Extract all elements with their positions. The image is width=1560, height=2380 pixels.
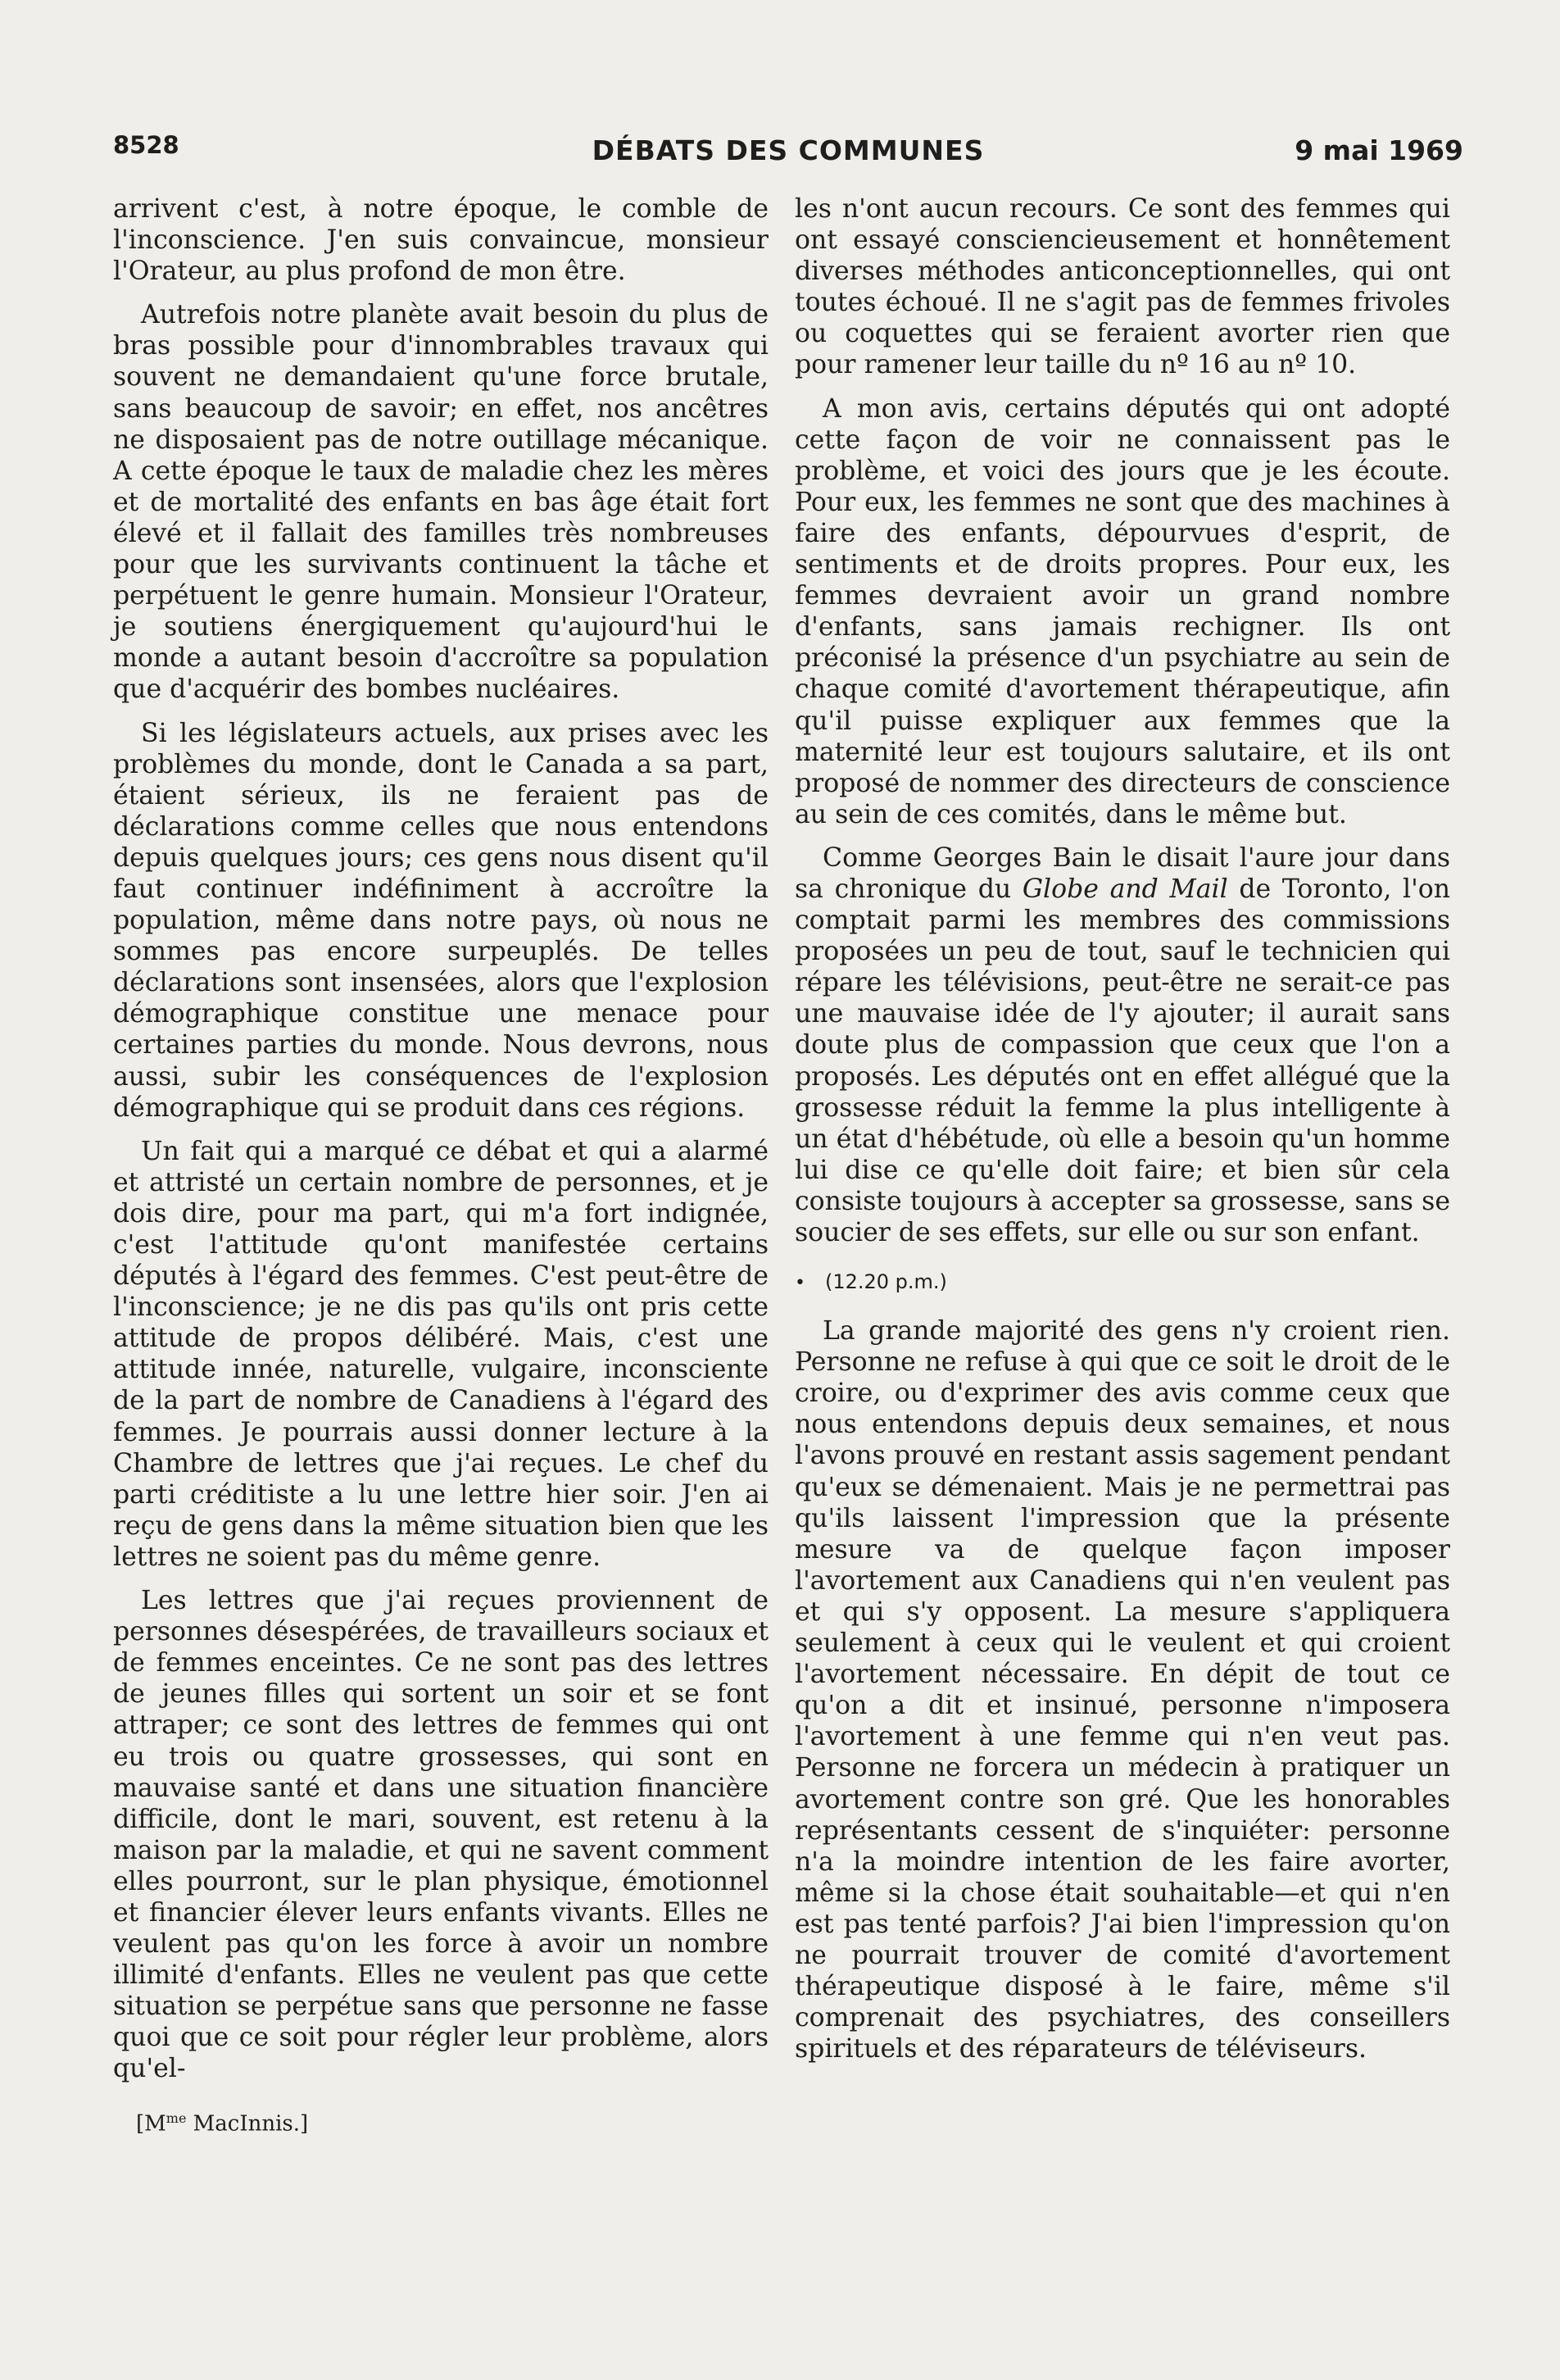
paragraph: Un fait qui a marqué ce débat et qui a alarmé et attristé un certain nombre de personnes, et je dois dire, pour ma part, qui m'a fort indignée, c'est l'attitude qu'ont manifestée certains députés à l'égard des femmes. C'est peut-être de l'inconscience; je ne dis pas qu'ils ont pris cette attitude de propos délibéré. Mais, c'est une attitude innée, naturelle, vulgaire, inconsciente de la part de nombre de Canadiens à l'égard des femmes. Je pourrais aussi donner lecture à la Chambre de lettres que j'ai reçues. Le chef du parti créditiste a lu une lettre hier soir. J'en ai reçu de gens dans la même situation bien que les lettres ne soient pas du même genre.: [113, 1136, 769, 1572]
speaker-prefix: [M: [136, 2111, 166, 2137]
paragraph: [795, 843, 1450, 1248]
page-number: 8528: [113, 131, 179, 159]
newspaper-name: Globe and Mail: [1022, 874, 1228, 904]
page-header: [113, 131, 1463, 172]
right-column: [795, 193, 1450, 2064]
paragraph: Autrefois notre planète avait besoin du plus de bras possible pour d'innombrables travaux qui souvent ne demandaient qu'une force brutale, sans beaucoup de savoir; en effet, nos ancêtres ne disposaient pas de notre outillage mécanique. A cette époque le taux de maladie chez les mères et de mortalité des enfants en bas âge était fort élevé et il fallait des familles très nombreuses pour que les survivants continuent la tâche et perpétuent le genre humain. Monsieur l'Orateur, je soutiens énergiquement qu'aujourd'hui le monde a autant besoin d'accroître sa population que d'acquérir des bombes nucléaires.: [113, 300, 769, 705]
speaker-title-superscript: me: [166, 2110, 187, 2126]
paragraph: arrivent c'est, à notre époque, le comble de l'inconscience. J'en suis convaincue, monsieur l'Orateur, au plus profond de mon être.: [113, 194, 769, 287]
speaker-name: MacInnis.]: [186, 2111, 309, 2137]
time-marker: [795, 1269, 1450, 1296]
paragraph: Les lettres que j'ai reçues proviennent de personnes désespérées, de travailleurs sociaux et de femmes enceintes. Ce ne sont pas des lettres de jeunes filles qui sortent un soir et se font attraper; ce sont des lettres de femmes qui ont eu trois ou quatre grossesses, qui sont en mauvaise santé et dans une situation financière difficile, dont le mari, souvent, est retenu à la maison par la maladie, et qui ne savent comment elles pourront, sur le plan physique, émotionnel et financier élever leurs enfants vivants. Elles ne veulent pas qu'on les force à avoir un nombre illimité d'enfants. Elles ne veulent pas que cette situation se perpétue sans que personne ne fasse quoi que ce soit pour régler leur problème, alors qu'el-: [113, 1586, 769, 2084]
left-column: [113, 193, 769, 2139]
publication-title: DÉBATS DES COMMUNES: [592, 134, 985, 166]
bullet-icon: •: [795, 1273, 805, 1294]
paragraph: La grande majorité des gens n'y croient rien. Personne ne refuse à qui que ce soit le droit de le croire, ou d'exprimer des avis comme ceux que nous entendons depuis deux semaines, et nous l'avons prouvé en restant assis sagement pendant qu'eux se démenaient. Mais je ne permettrai pas qu'ils laissent l'impression que la présente mesure va de quelque façon imposer l'avortement aux Canadiens qui n'en veulent pas et qui s'y opposent. La mesure s'appliquera seulement à ceux qui le veulent et qui croient l'avortement nécessaire. En dépit de tout ce qu'on a dit et insinué, personne n'imposera l'avortement à une femme qui n'en veut pas. Personne ne forcera un médecin à pratiquer un avortement contre son gré. Que les honorables représentants cessent de s'inquiéter: personne n'a la moindre intention de les faire avorter, même si la chose était souhaitable—et qui n'en est pas tenté parfois? J'ai bien l'impression qu'on ne pourrait trouver de comité d'avortement thérapeutique disposé à le faire, même s'il comprenait des psychiatres, des conseillers spirituels et des réparateurs de téléviseurs.: [795, 1316, 1450, 2064]
page-date: 9 mai 1969: [1295, 134, 1463, 166]
paragraph: les n'ont aucun recours. Ce sont des femmes qui ont essayé consciencieusement et honnêtement diverses méthodes anticonceptionnelles, qui ont toutes échoué. Il ne s'agit pas de femmes frivoles ou coquettes qui se feraient avorter rien que pour ramener leur taille du nº 16 au nº 10.: [795, 194, 1450, 380]
paragraph-text: Comme Georges Bain le disait l'aure jour dans sa chronique du: [795, 843, 1450, 904]
time-marker-text: (12.20 p.m.): [824, 1270, 947, 1294]
paragraph: Si les législateurs actuels, aux prises avec les problèmes du monde, dont le Canada a sa part, étaient sérieux, ils ne feraient pas de déclarations comme celles que nous entendons depuis quelques jours; ces gens nous disent qu'il faut continuer indéfiniment à accroître la population, même dans notre pays, où nous ne sommes pas encore surpeuplés. De telles déclarations sont insensées, alors que l'explosion démographique constitue une menace pour certaines parties du monde. Nous devrons, nous aussi, subir les conséquences de l'explosion démographique qui se produit dans ces régions.: [113, 718, 769, 1123]
paragraph-text: de Toronto, l'on comptait parmi les membres des commissions proposées un peu de tout, sauf le technicien qui répare les télévisions, peut-être ne serait-ce pas une mauvaise idée de l'y ajouter; il aurait sans doute plus de compassion que ceux que l'on a proposés. Les députés ont en effet allégué que la grossesse réduit la femme la plus intelligente à un état d'hébétude, où elle a besoin qu'un homme lui dise ce qu'elle doit faire; et bien sûr cela consiste toujours à accepter sa grossesse, sans se soucier de ses effets, sur elle ou sur son enfant.: [795, 874, 1450, 1247]
paragraph: A mon avis, certains députés qui ont adopté cette façon de voir ne connaissent pas le problème, et voici des jours que je les écoute. Pour eux, les femmes ne sont que des machines à faire des enfants, dépourvues d'esprit, de sentiments et de droits propres. Pour eux, les femmes devraient avoir un grand nombre d'enfants, sans jamais rechigner. Ils ont préconisé la présence d'un psychiatre au sein de chaque comité d'avortement thérapeutique, afin qu'il puisse expliquer aux femmes que la maternité leur est toujours salutaire, et ils ont proposé de nommer des directeurs de conscience au sein de ces comités, dans le même but.: [795, 393, 1450, 829]
speaker-attribution: [136, 2103, 769, 2140]
